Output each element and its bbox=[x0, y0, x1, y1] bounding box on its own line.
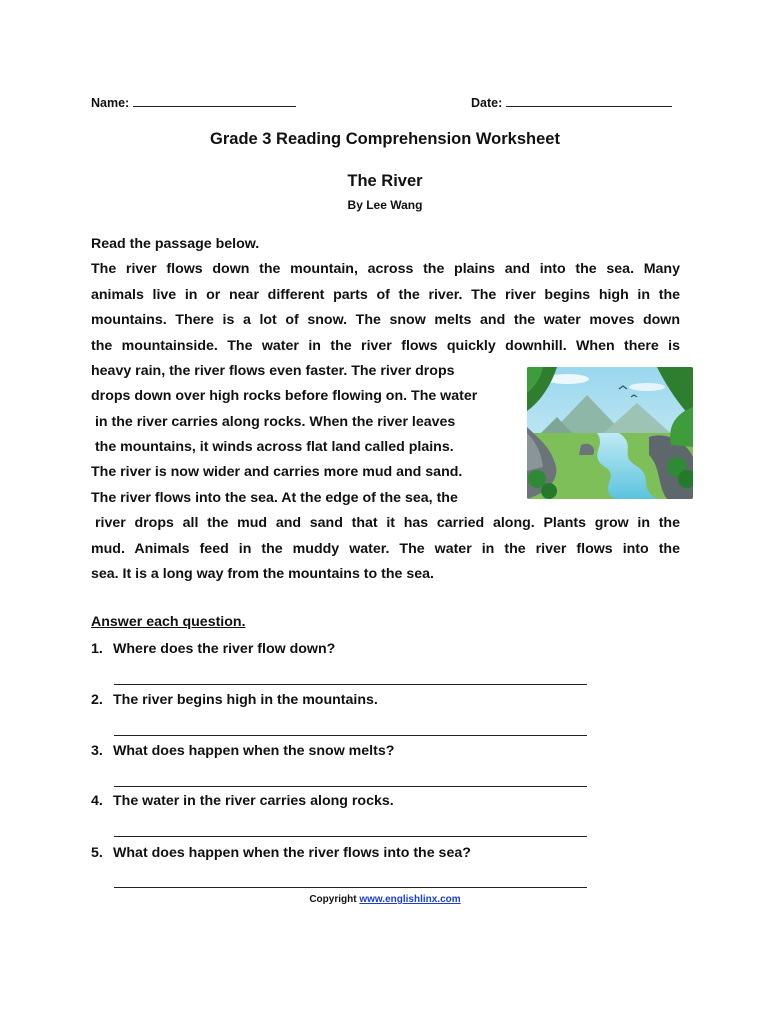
passage-line: in the river carries along rocks. When the river leaves bbox=[91, 414, 456, 430]
question-number: 3. bbox=[91, 743, 103, 759]
passage-line: The river is now wider and carries more mud and sand. bbox=[91, 464, 463, 480]
passage-line: river drops all the mud and sand that it has carried along. Plants grow in the bbox=[95, 515, 680, 531]
instruction-text: Read the passage below. bbox=[91, 236, 260, 252]
answer-line-2[interactable] bbox=[114, 735, 587, 736]
question-3 bbox=[91, 743, 394, 759]
answer-line-4[interactable] bbox=[114, 836, 587, 837]
question-text: What does happen when the snow melts? bbox=[113, 743, 395, 759]
answer-line-5[interactable] bbox=[114, 887, 587, 888]
englishlinx-link[interactable]: www.englishlinx.com bbox=[359, 894, 461, 905]
passage-line: drops down over high rocks before flowing on. The water bbox=[91, 388, 478, 404]
date-label: Date: bbox=[471, 96, 503, 110]
date-blank-line[interactable] bbox=[506, 94, 672, 107]
questions-heading: Answer each question. bbox=[91, 614, 246, 630]
question-text: The water in the river carries along rocks. bbox=[113, 793, 394, 809]
passage-line: mountains. There is a lot of snow. The snow melts and the water moves down bbox=[91, 312, 680, 328]
question-1 bbox=[91, 641, 335, 657]
question-4 bbox=[91, 793, 394, 809]
question-number: 1. bbox=[91, 641, 103, 657]
passage-line: the mountainside. The water in the river flows quickly downhill. When there is bbox=[91, 338, 680, 354]
copyright-label: Copyright bbox=[309, 894, 357, 905]
worksheet-title: Grade 3 Reading Comprehension Worksheet bbox=[210, 130, 560, 148]
question-2 bbox=[91, 692, 378, 708]
passage-line: animals live in or near different parts of the river. The river begins high in the bbox=[91, 287, 680, 303]
question-number: 5. bbox=[91, 845, 103, 861]
passage-line: sea. It is a long way from the mountains to the sea. bbox=[91, 566, 434, 582]
date-field[interactable] bbox=[471, 94, 672, 110]
question-5 bbox=[91, 845, 471, 861]
passage-line: The river flows down the mountain, across the plains and into the sea. Many bbox=[91, 261, 680, 277]
name-label: Name: bbox=[91, 96, 130, 110]
river-landscape-icon bbox=[527, 367, 693, 499]
answer-line-1[interactable] bbox=[114, 684, 587, 685]
river-illustration bbox=[527, 367, 693, 499]
question-text: What does happen when the river flows into the sea? bbox=[113, 845, 471, 861]
passage-line: the mountains, it winds across flat land called plains. bbox=[91, 439, 454, 455]
question-number: 2. bbox=[91, 692, 103, 708]
author-byline: By Lee Wang bbox=[347, 198, 423, 212]
question-number: 4. bbox=[91, 793, 103, 809]
passage-line: heavy rain, the river flows even faster. The river drops bbox=[91, 363, 455, 379]
story-title: The River bbox=[347, 172, 423, 190]
passage-line: The river flows into the sea. At the edge of the sea, the bbox=[91, 490, 458, 506]
passage-line: mud. Animals feed in the muddy water. The water in the river flows into the bbox=[91, 541, 680, 557]
answer-line-3[interactable] bbox=[114, 786, 587, 787]
name-blank-line[interactable] bbox=[133, 94, 296, 107]
name-field[interactable] bbox=[91, 94, 296, 110]
copyright-footer bbox=[0, 894, 770, 905]
question-text: The river begins high in the mountains. bbox=[113, 692, 378, 708]
question-text: Where does the river flow down? bbox=[113, 641, 336, 657]
